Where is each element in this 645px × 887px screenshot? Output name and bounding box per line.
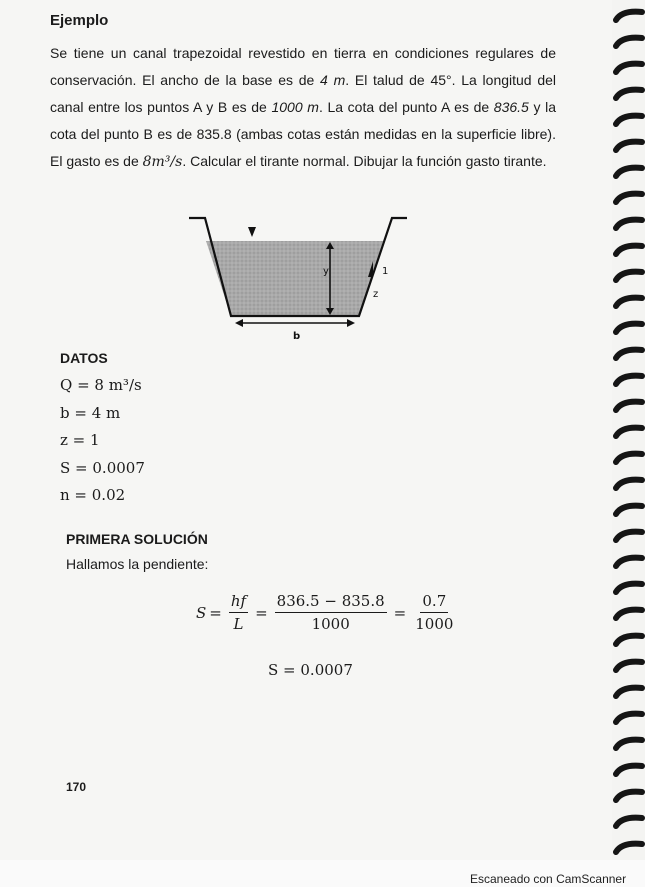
free-surface-icon [248, 227, 256, 237]
binding-ring [616, 272, 642, 280]
binding-ring [616, 714, 642, 722]
binding-ring [616, 740, 642, 748]
fraction-hf-l: $\frac{hf}{L}$ [230, 592, 247, 633]
datos-item: z = 1 [60, 431, 100, 449]
binding-ring [616, 246, 642, 254]
binding-ring [616, 662, 642, 670]
page-number: 170 [66, 780, 87, 794]
binding-ring [616, 38, 642, 46]
slope-result: S = 0.0007 [268, 661, 353, 679]
binding-ring [616, 532, 642, 540]
binding-ring [616, 506, 642, 514]
solution-intro: Hallamos la pendiente: [66, 556, 209, 572]
binding-ring [616, 90, 642, 98]
datos-heading: DATOS [60, 350, 108, 366]
binding-ring [616, 298, 642, 306]
slope-horizontal-label: z [373, 289, 379, 300]
binding-ring [616, 402, 642, 410]
formula-lhs: S [196, 603, 207, 622]
binding-ring [616, 480, 642, 488]
problem-statement: Se tiene un canal trapezoidal revestido en tierra en condiciones regulares de conservación. El ancho de la base es de 4 m. El talud de 45°. La longitud del canal entre los puntos A y B es de 1000 m. La cota del punto A es de 836.5 y la cota del punto B es de 835.8 (ambas cotas están medidas en la superficie libre). El gasto es de 8m³/s. Calcular el tirante normal. Dibujar la función gasto tirante. [50, 45, 556, 170]
binding-ring [616, 688, 642, 696]
binding-ring [616, 220, 642, 228]
binding-ring [616, 766, 642, 774]
binding-ring [616, 64, 642, 72]
slope-formula: S = $\frac{hf}{L}$ = $\frac{836.5 - 835.8}{1000}$ = $\frac{0.7}{1000}$ [196, 592, 454, 633]
binding-ring [616, 168, 642, 176]
binding-ring [616, 636, 642, 644]
depth-label: y [323, 266, 329, 277]
fraction-cotas: $\frac{836.5 - 835.8}{1000}$ [276, 592, 385, 633]
binding-ring [616, 116, 642, 124]
example-title: Ejemplo [50, 12, 109, 29]
binding-ring [616, 558, 642, 566]
binding-ring [616, 792, 642, 800]
fraction-result: $\frac{0.7}{1000}$ [415, 592, 454, 633]
trapezoidal-channel-diagram [185, 212, 415, 344]
binding-ring [616, 142, 642, 150]
scanner-watermark: Escaneado con CamScanner [470, 872, 627, 886]
binding-ring [616, 376, 642, 384]
datos-list [60, 372, 145, 510]
datos-item: S = 0.0007 [60, 458, 145, 477]
water-section [206, 241, 383, 316]
binding-ring [616, 454, 642, 462]
solution-heading: PRIMERA SOLUCIÓN [66, 531, 208, 547]
datos-item: Q = 8 m³/s [60, 376, 142, 394]
flow-rate: 8m³/s [142, 154, 183, 170]
cota-a: 836.5 [493, 99, 529, 115]
binding-ring [616, 194, 642, 202]
binding-ring [616, 584, 642, 592]
slope-vertical-label: 1 [382, 266, 389, 277]
datos-item: n = 0.02 [60, 486, 126, 504]
binding-ring [616, 428, 642, 436]
base-width: 4 m [320, 72, 346, 88]
binding-ring [616, 844, 642, 852]
binding-ring [616, 350, 642, 358]
binding-ring [616, 818, 642, 826]
datos-item: b = 4 m [60, 403, 121, 422]
spiral-binding [612, 0, 645, 860]
binding-ring [616, 324, 642, 332]
base-label: b [293, 331, 301, 342]
binding-ring [616, 610, 642, 618]
binding-ring [616, 12, 642, 20]
channel-length: 1000 m [271, 99, 319, 115]
